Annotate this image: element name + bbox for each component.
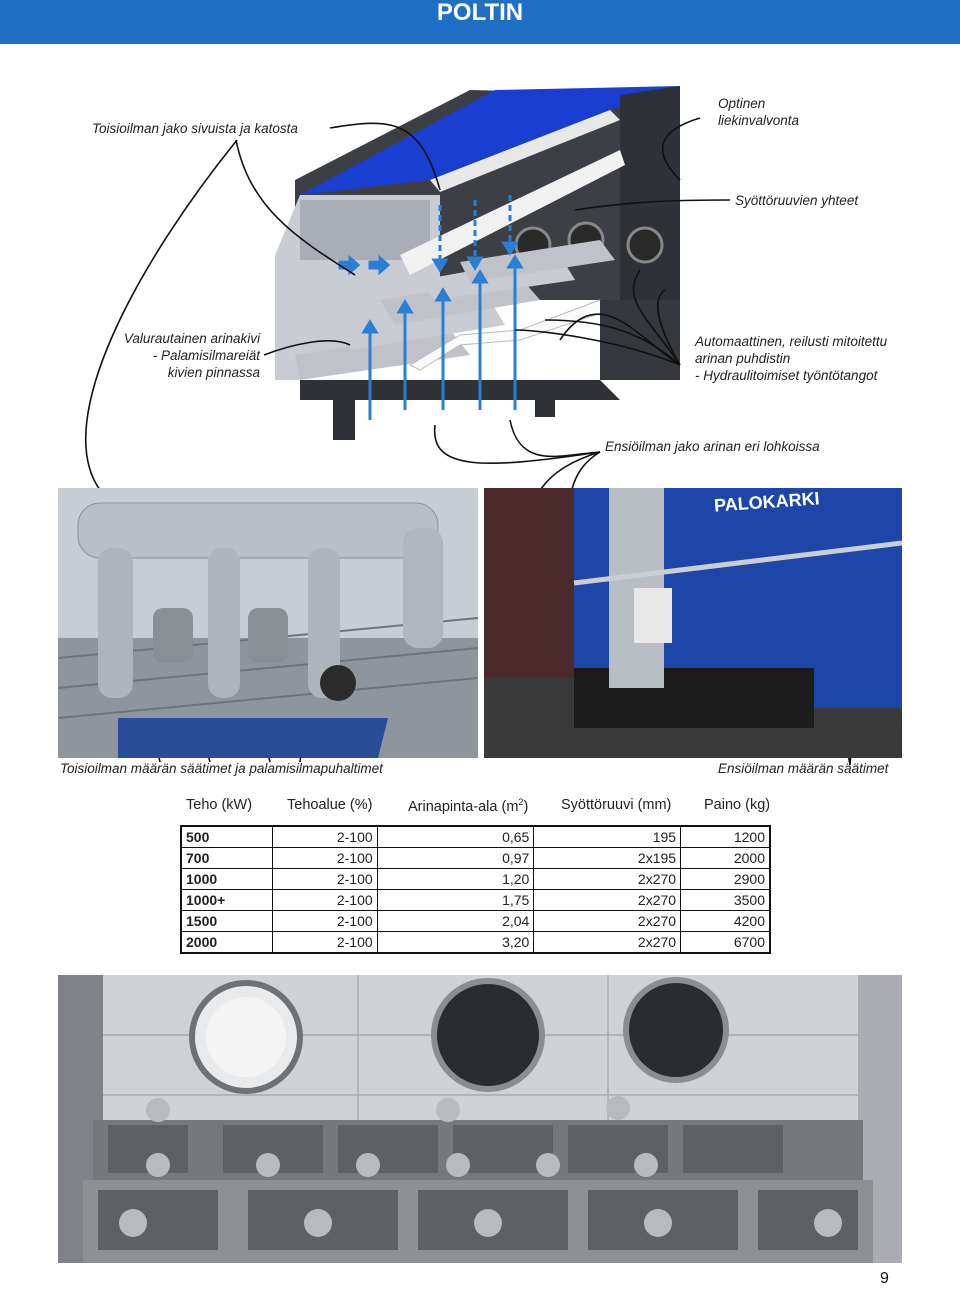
spec-table: [180, 825, 771, 954]
label-line: - Palamisilmareiät: [152, 348, 260, 363]
col-header-feed-screw: Syöttöruuvi (mm): [561, 797, 672, 813]
cell-power: 1500: [181, 911, 272, 932]
cell-power-range: 2-100: [272, 826, 377, 848]
table-row: [181, 911, 770, 932]
label-flame-monitoring: [718, 95, 799, 129]
burner-right-frame: [620, 86, 680, 300]
cell-power: 1000: [181, 869, 272, 890]
label-primary-air-dampers: [718, 760, 888, 777]
cell-power-range: 2-100: [272, 869, 377, 890]
cell-weight: 2900: [681, 869, 770, 890]
grate-area-label: Arinapinta-ala (m: [408, 798, 519, 815]
label-line: arinan puhdistin: [695, 351, 791, 366]
photo-primary-air-dampers: [484, 488, 902, 758]
cell-grate-area: 1,20: [377, 869, 534, 890]
label-grate-cleaner: [695, 333, 887, 384]
col-header-grate-area: [408, 797, 528, 815]
cell-feed-screw: 2x195: [534, 848, 681, 869]
table-row: [181, 890, 770, 911]
page-title: POLTIN: [436, 0, 524, 26]
cell-power-range: 2-100: [272, 848, 377, 869]
label-text: Syöttöruuvien yhteet: [735, 193, 859, 208]
label-line: - Hydraulitoimiset työntötangot: [695, 368, 878, 383]
photo-combustion-chamber: [58, 975, 902, 1263]
cell-grate-area: 1,75: [377, 890, 534, 911]
cell-power: 500: [181, 826, 272, 848]
table-row: [181, 932, 770, 954]
cell-weight: 1200: [681, 826, 770, 848]
burner-leg-left: [333, 395, 355, 440]
label-line: Optinen: [718, 96, 766, 111]
grate-area-close: ): [523, 798, 529, 815]
cell-grate-area: 3,20: [377, 932, 534, 954]
grate-area-unit-sup: 2: [518, 797, 524, 807]
photo-secondary-air-ducts: [58, 488, 478, 758]
col-header-power: Teho (kW): [186, 797, 253, 813]
col-header-power-range: Tehoalue (%): [287, 797, 373, 813]
cell-feed-screw: 2x270: [534, 890, 681, 911]
table-row: [181, 848, 770, 869]
cell-weight: 6700: [681, 932, 770, 954]
label-grate-stone: [80, 330, 260, 381]
cell-power: 1000+: [181, 890, 272, 911]
cell-power-range: 2-100: [272, 911, 377, 932]
cell-grate-area: 0,65: [377, 826, 534, 848]
cell-power: 700: [181, 848, 272, 869]
cell-feed-screw: 2x270: [534, 932, 681, 954]
cell-weight: 2000: [681, 848, 770, 869]
cell-power-range: 2-100: [272, 890, 377, 911]
label-primary-air-distribution: [605, 438, 820, 455]
feed-port-3: [628, 228, 662, 262]
label-line: Automaattinen, reilusti mitoitettu: [695, 334, 888, 349]
cell-weight: 3500: [681, 890, 770, 911]
page-number: 9: [880, 1270, 889, 1287]
cell-feed-screw: 2x270: [534, 869, 681, 890]
brand-text: PALOKARKI: [713, 488, 821, 516]
table-row: [181, 826, 770, 848]
cell-power: 2000: [181, 932, 272, 954]
label-text: Ensiöilman määrän säätimet: [718, 761, 889, 776]
cell-grate-area: 2,04: [377, 911, 534, 932]
burner-leg-right: [535, 395, 555, 417]
label-secondary-air-distribution: [92, 120, 298, 137]
col-header-weight: Paino (kg): [704, 797, 771, 813]
cell-weight: 4200: [681, 911, 770, 932]
cell-feed-screw: 195: [534, 826, 681, 848]
label-line: kivien pinnassa: [167, 365, 260, 380]
label-text: Toisioilman määrän säätimet ja palamisilmapuhaltimet: [60, 761, 383, 776]
label-text: Ensiöilman jako arinan eri lohkoissa: [605, 439, 820, 454]
cell-feed-screw: 2x270: [534, 911, 681, 932]
label-text: Toisioilman jako sivuista ja katosta: [92, 121, 298, 136]
table-row: [181, 869, 770, 890]
label-secondary-air-dampers: [60, 760, 383, 777]
cell-grate-area: 0,97: [377, 848, 534, 869]
label-line: Valurautainen arinakivi: [123, 331, 260, 346]
cell-power-range: 2-100: [272, 932, 377, 954]
label-line: liekinvalvonta: [718, 113, 800, 128]
label-feed-pipe-connections: [735, 192, 858, 209]
